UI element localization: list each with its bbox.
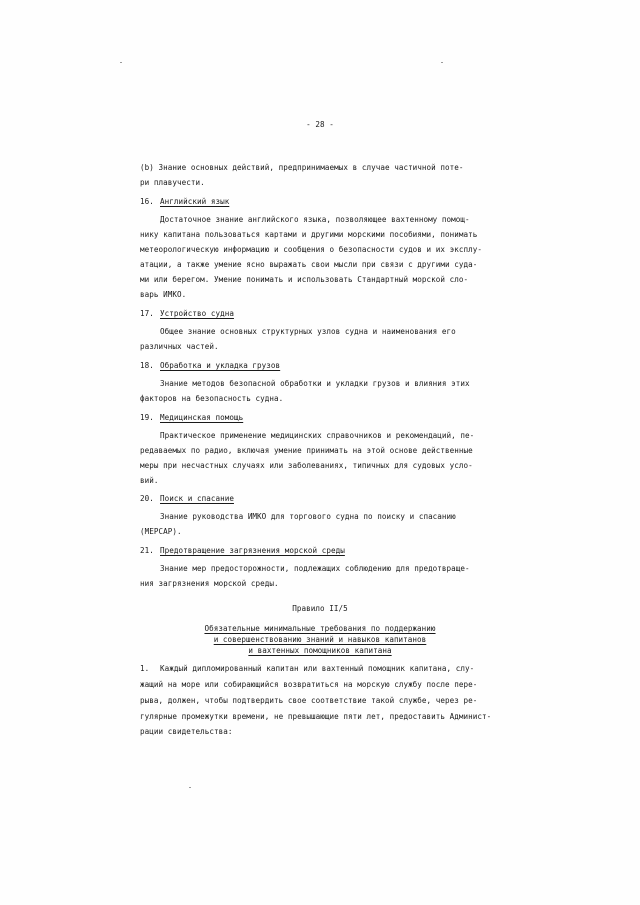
body-line: Каждый дипломированный капитан или вахтенный помощник капитана, слу- xyxy=(160,664,475,673)
body-line: факторов на безопасность судна. xyxy=(140,394,284,403)
body-line: жащий на море или собирающийся возвратиться на морскую службу после пере- xyxy=(140,680,478,689)
scan-speck xyxy=(120,62,122,63)
section-number: 21. xyxy=(140,546,154,555)
body-line: Знание руководства ИМКО для торгового судна по поиску и спасанию xyxy=(160,512,456,521)
scan-speck xyxy=(441,62,443,63)
section-heading-ship-structure: Устройство судна xyxy=(160,309,234,318)
body-line: метеорологическую информацию и сообщения о безопасности судов и их эксплу- xyxy=(140,245,483,254)
body-line: меры при несчастных случаях или заболеваниях, типичных для судовых усло- xyxy=(140,461,473,470)
body-line: атации, а также умение ясно выражать свои мысли при связи с другими суда- xyxy=(140,260,478,269)
section-number: 19. xyxy=(140,413,154,422)
body-line: Знание методов безопасной обработки и укладки грузов и влияния этих xyxy=(160,379,470,388)
body-line: вий. xyxy=(140,476,159,485)
body-line: Достаточное знание английского языка, позволяющее вахтенному помощ- xyxy=(160,215,470,224)
body-line: варь ИМКО. xyxy=(140,290,187,299)
paragraph-number: 1. xyxy=(140,664,150,673)
body-line: Общее знание основных структурных узлов судна и наименования его xyxy=(160,327,456,336)
body-line: ми или берегом. Умение понимать и использовать Стандартный морской сло- xyxy=(140,275,469,284)
rule-subtitle-line: Обязательные минимальные требования по поддержанию xyxy=(204,624,436,633)
rule-title: Правило II/5 xyxy=(292,604,348,613)
section-heading-cargo: Обработка и укладка грузов xyxy=(160,361,281,370)
body-line: нику капитана пользоваться картами и другими морскими пособиями, понимать xyxy=(140,230,478,239)
page-number: - 28 - xyxy=(306,120,334,129)
body-line: различных частей. xyxy=(140,342,219,351)
body-line: гулярные промежутки времени, не превышающие пяти лет, предоставить Админист- xyxy=(140,712,492,721)
body-line: (МЕРСАР). xyxy=(140,527,182,536)
section-heading-search-rescue: Поиск и спасание xyxy=(160,494,234,503)
body-line: редаваемых по радио, включая умение принимать на этой основе действенные xyxy=(140,446,473,455)
section-number: 16. xyxy=(140,197,154,206)
item-b-line: (b) Знание основных действий, предпринимаемых в случае частичной поте- xyxy=(140,163,464,172)
rule-subtitle-line: и совершенствованию знаний и навыков капитанов xyxy=(213,635,427,644)
section-heading-medical: Медицинская помощь xyxy=(160,413,244,422)
item-b-line: ри плавучести. xyxy=(140,178,205,187)
section-number: 17. xyxy=(140,309,154,318)
section-number: 20. xyxy=(140,494,154,503)
body-line: Практическое применение медицинских справочников и рекомендаций, пе- xyxy=(160,431,475,440)
scan-speck xyxy=(189,787,191,788)
section-heading-pollution: Предотвращение загрязнения морской среды xyxy=(160,546,345,555)
body-line: ния загрязнения морской среды. xyxy=(140,579,279,588)
section-number: 18. xyxy=(140,361,154,370)
body-line: Знание мер предосторожности, подлежащих соблюдению для предотвраще- xyxy=(160,564,470,573)
body-line: рыва, должен, чтобы подтвердить свое соответствие такой службе, через ре- xyxy=(140,696,478,705)
section-heading-english: Английский язык xyxy=(160,197,230,206)
body-line: рации свидетельства: xyxy=(140,727,233,736)
rule-subtitle-line: и вахтенных помощников капитана xyxy=(248,646,392,655)
